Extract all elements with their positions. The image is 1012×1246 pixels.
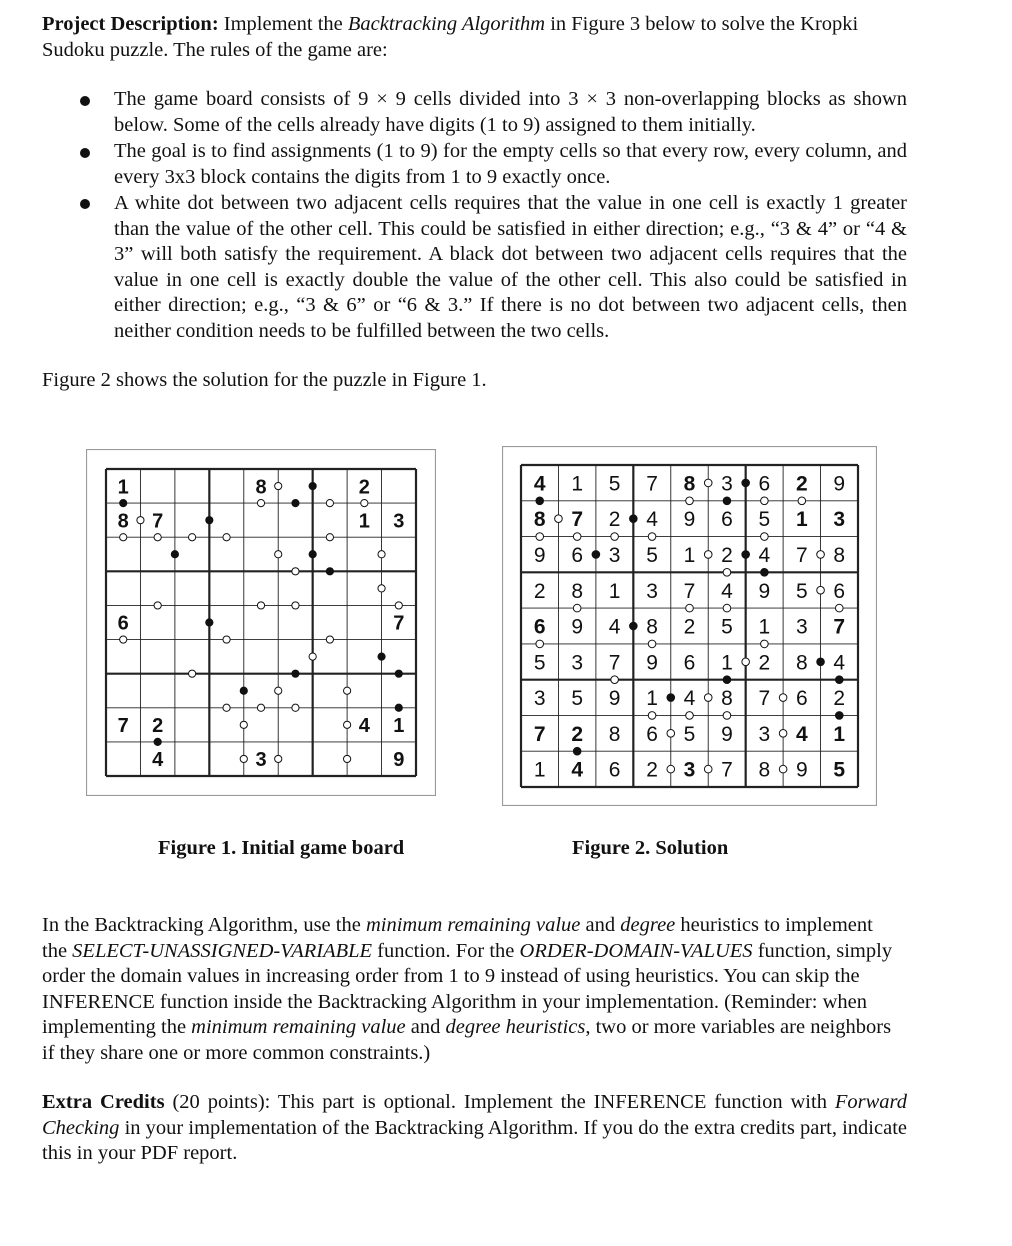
- fig1-white-dot: [275, 755, 282, 762]
- fig2-white-dot: [573, 533, 581, 541]
- fig2-cell-digit: 8: [571, 579, 584, 603]
- fig2-cell-digit: 2: [646, 758, 658, 782]
- fig1-cell-digit: 7: [152, 510, 164, 533]
- fig2-cell-digit: 1: [758, 615, 771, 639]
- fig2-cell-digit: 2: [571, 722, 584, 746]
- fig1-cell-digit: 4: [358, 715, 370, 738]
- fig2-cell-digit: 4: [571, 758, 584, 782]
- fig1-cell-digit: 1: [393, 715, 405, 738]
- fig1-white-dot: [120, 534, 127, 541]
- fig2-cell-digit: 7: [683, 579, 696, 603]
- fig2-cell-digit: 9: [833, 472, 846, 496]
- fig1-white-dot: [275, 687, 282, 694]
- fig1-cell-digit: 9: [393, 749, 405, 772]
- fig2-cell-digit: 1: [533, 758, 546, 782]
- fig2-cell-digit: 2: [683, 615, 696, 639]
- fig2-cell-digit: 1: [721, 651, 733, 675]
- fig2-white-dot: [761, 640, 769, 648]
- fig2-cell-digit: 3: [721, 472, 733, 496]
- fig2-cell-digit: 8: [758, 758, 771, 782]
- fig2-cell-digit: 8: [833, 544, 846, 568]
- fig2-cell-digit: 4: [833, 651, 846, 675]
- fig1-cell-digit: 4: [152, 749, 164, 772]
- fig2-cell-digit: 8: [683, 472, 696, 496]
- fig2-cell-digit: 5: [646, 544, 658, 568]
- fig1-black-dot: [395, 704, 402, 711]
- fig1-black-dot: [206, 517, 213, 524]
- fig1-black-dot: [171, 551, 178, 558]
- rule-3: A white dot between two adjacent cells requires that the value in one cell is exactly 1 greater than the value of the other cell. This could be satisfied in either direction; e.g., “3 & 4” or “4 & 3” will both satisfy the requirement. A black dot between two adjacent cells requires that the value in one cell is exactly double the value of the other cell. This also could be satisfied in either direction; e.g., “3 & 6” or “6 & 3.” If there is no dot between two adjacent cells, then neither condition needs to be fulfilled between the two cells.: [114, 192, 907, 342]
- fig2-cell-digit: 3: [608, 544, 621, 568]
- fig1-black-dot: [395, 670, 402, 677]
- fig2-cell-digit: 8: [795, 651, 808, 675]
- fig2-white-dot: [835, 604, 843, 612]
- fig2-cell-digit: 3: [533, 687, 546, 711]
- fig2-white-dot: [686, 497, 694, 505]
- fig2-cell-digit: 6: [833, 579, 846, 603]
- fig1-white-dot: [395, 602, 402, 609]
- fig2-cell-digit: 5: [571, 687, 584, 711]
- fig2-white-dot: [611, 676, 619, 684]
- fig2-white-dot: [723, 569, 731, 577]
- fig2-cell-digit: 1: [683, 544, 696, 568]
- fig2-cell-digit: 6: [758, 472, 771, 496]
- bullet-2: [80, 148, 90, 158]
- fig2-white-dot: [648, 533, 656, 541]
- fig1-white-dot: [361, 500, 368, 507]
- fig2-cell-digit: 6: [683, 651, 696, 675]
- fig2-cell-digit: 9: [571, 615, 584, 639]
- fig1-black-dot: [120, 500, 127, 507]
- fig2-black-dot: [723, 676, 731, 684]
- extra-credits-paragraph: Extra Credits (20 points): This part is optional. Implement the INFERENCE function with Forward Checking in your implementation of the Backtracking Algorithm. If you do the extra credits part, indicate this in your PDF report.: [42, 1091, 907, 1164]
- fig2-cell-digit: 3: [683, 758, 696, 782]
- fig1-white-dot: [292, 568, 299, 575]
- fig2-cell-digit: 1: [608, 579, 621, 603]
- fig1-white-dot: [257, 704, 264, 711]
- fig1-white-dot: [292, 602, 299, 609]
- fig1-white-dot: [223, 534, 230, 541]
- fig1-white-dot: [344, 755, 351, 762]
- fig1-cell-digit: 3: [393, 510, 405, 533]
- fig2-cell-digit: 5: [683, 722, 696, 746]
- fig2-cell-digit: 3: [571, 651, 584, 675]
- extra-credits-label: Extra Credits: [42, 1091, 165, 1113]
- fig2-cell-digit: 5: [721, 615, 733, 639]
- fig2-cell-digit: 1: [833, 722, 846, 746]
- fig2-white-dot: [667, 730, 675, 738]
- fig2-black-dot: [835, 676, 843, 684]
- fig2-white-dot: [667, 765, 675, 773]
- fig1-white-dot: [223, 636, 230, 643]
- fig2-cell-digit: 4: [646, 508, 658, 532]
- fig1-black-dot: [292, 670, 299, 677]
- fig2-cell-digit: 1: [795, 508, 808, 532]
- fig2-cell-digit: 4: [683, 687, 696, 711]
- fig2-cell-digit: 8: [646, 615, 658, 639]
- fig2-cell-digit: 6: [571, 544, 584, 568]
- fig2-white-dot: [779, 730, 787, 738]
- fig1-white-dot: [326, 534, 333, 541]
- fig2-cell-digit: 2: [608, 508, 621, 532]
- project-description: [42, 12, 922, 63]
- fig2-cell-digit: 7: [795, 544, 808, 568]
- fig2-cell-digit: 9: [646, 651, 658, 675]
- fig2-black-dot: [742, 479, 750, 487]
- fig1-white-dot: [240, 755, 247, 762]
- fig2-white-dot: [817, 551, 825, 559]
- fig2-cell-digit: 1: [646, 687, 658, 711]
- fig2-cell-digit: 6: [721, 508, 733, 532]
- fig2-white-dot: [779, 694, 787, 702]
- fig2-white-dot: [798, 497, 806, 505]
- backtracking-paragraph: In the Backtracking Algorithm, use the minimum remaining value and degree heuristics to implement the SELECT-UNASSIGNED-VARIABLE function. For the ORDER-DOMAIN-VALUES function, simply order the domain values in increasing order from 1 to 9 instead of using heuristics. You can skip the INFERENCE function inside the Backtracking Algorithm in your implementation. (Reminder: when implementing the minimum remaining value and degree heuristics, two or more variables are neighbors if they share one or more common constraints.): [42, 914, 893, 1064]
- fig1-white-dot: [189, 534, 196, 541]
- fig1-white-dot: [189, 670, 196, 677]
- fig2-cell-digit: 2: [721, 544, 733, 568]
- fig2-white-dot: [536, 533, 544, 541]
- fig2-cell-digit: 5: [608, 472, 621, 496]
- fig2-black-dot: [630, 622, 638, 630]
- fig2-cell-digit: 9: [608, 687, 621, 711]
- fig2-black-dot: [573, 747, 581, 755]
- fig2-cell-digit: 8: [608, 722, 621, 746]
- intro-algorithm: Backtracking Algorithm: [347, 13, 546, 35]
- fig1-white-dot: [154, 534, 161, 541]
- fig1-white-dot: [326, 500, 333, 507]
- fig2-cell-digit: 4: [533, 472, 546, 496]
- fig2-cell-digit: 7: [571, 508, 584, 532]
- fig2-cell-digit: 9: [758, 579, 771, 603]
- fig1-white-dot: [154, 602, 161, 609]
- fig2-white-dot: [686, 604, 694, 612]
- fig1-black-dot: [326, 568, 333, 575]
- fig2-cell-digit: 2: [533, 579, 546, 603]
- fig2-black-dot: [667, 694, 675, 702]
- fig2-cell-digit: 7: [833, 615, 846, 639]
- fig2-white-dot: [686, 712, 694, 720]
- rule-2: The goal is to find assignments (1 to 9) for the empty cells so that every row, every column, and every 3x3 block contains the digits from 1 to 9 exactly once.: [114, 140, 907, 188]
- fig2-black-dot: [630, 515, 638, 523]
- fig2-cell-digit: 9: [683, 508, 696, 532]
- fig2-cell-digit: 3: [758, 722, 771, 746]
- fig1-white-dot: [275, 551, 282, 558]
- fig2-cell-digit: 3: [795, 615, 808, 639]
- fig2-cell-digit: 7: [721, 758, 733, 782]
- fig2-white-dot: [761, 497, 769, 505]
- fig1-cell-digit: 2: [152, 715, 164, 738]
- fig2-black-dot: [817, 658, 825, 666]
- fig1-cell-digit: 7: [117, 715, 129, 738]
- fig2-white-dot: [573, 604, 581, 612]
- figure1-board: [86, 449, 436, 796]
- fig1-white-dot: [378, 551, 385, 558]
- bullet-3: [80, 199, 90, 209]
- fig2-cell-digit: 5: [795, 579, 808, 603]
- fig2-cell-digit: 8: [533, 508, 546, 532]
- fig1-black-dot: [240, 687, 247, 694]
- fig2-black-dot: [536, 497, 544, 505]
- fig1-black-dot: [292, 500, 299, 507]
- fig2-white-dot: [723, 712, 731, 720]
- fig1-white-dot: [275, 482, 282, 489]
- fig2-white-dot: [817, 586, 825, 594]
- fig2-black-dot: [592, 551, 600, 559]
- fig2-white-dot: [704, 551, 712, 559]
- fig1-white-dot: [344, 687, 351, 694]
- fig2-cell-digit: 4: [608, 615, 621, 639]
- fig2-cell-digit: 1: [571, 472, 584, 496]
- figure-intro: Figure 2 shows the solution for the puzzle in Figure 1.: [42, 369, 487, 391]
- fig2-cell-digit: 3: [646, 579, 658, 603]
- fig2-white-dot: [704, 479, 712, 487]
- project-heading: Project Description:: [42, 13, 219, 35]
- intro-text-1: Implement the: [218, 13, 348, 35]
- fig2-cell-digit: 4: [795, 722, 808, 746]
- fig2-cell-digit: 9: [533, 544, 546, 568]
- figure2-board: [502, 446, 877, 806]
- fig2-cell-digit: 2: [758, 651, 771, 675]
- fig2-cell-digit: 5: [533, 651, 546, 675]
- fig2-cell-digit: 5: [833, 758, 846, 782]
- fig1-white-dot: [240, 721, 247, 728]
- fig2-cell-digit: 7: [533, 722, 546, 746]
- fig2-white-dot: [761, 533, 769, 541]
- fig1-white-dot: [257, 602, 264, 609]
- fig2-cell-digit: 2: [833, 687, 846, 711]
- fig1-cell-digit: 6: [117, 612, 129, 635]
- fig1-white-dot: [378, 585, 385, 592]
- fig2-cell-digit: 9: [721, 722, 733, 746]
- fig2-black-dot: [835, 712, 843, 720]
- fig2-cell-digit: 7: [608, 651, 621, 675]
- intro-text-2: in Figure 3 below to solve the Kropki Sudoku puzzle. The rules of the game are:: [42, 13, 859, 61]
- fig2-cell-digit: 7: [758, 687, 771, 711]
- fig1-black-dot: [154, 738, 161, 745]
- fig1-cell-digit: 8: [255, 476, 267, 499]
- fig2-cell-digit: 6: [608, 758, 621, 782]
- fig2-white-dot: [704, 694, 712, 702]
- fig1-white-dot: [309, 653, 316, 660]
- fig1-white-dot: [120, 636, 127, 643]
- fig1-white-dot: [344, 721, 351, 728]
- fig1-white-dot: [223, 704, 230, 711]
- fig2-black-dot: [723, 497, 731, 505]
- fig2-cell-digit: 6: [646, 722, 658, 746]
- fig2-white-dot: [779, 765, 787, 773]
- fig2-black-dot: [742, 551, 750, 559]
- fig1-black-dot: [378, 653, 385, 660]
- fig2-cell-digit: 3: [833, 508, 846, 532]
- fig2-white-dot: [742, 658, 750, 666]
- fig1-cell-digit: 1: [117, 476, 129, 499]
- fig2-cell-digit: 9: [795, 758, 808, 782]
- fig1-white-dot: [137, 517, 144, 524]
- fig2-cell-digit: 2: [795, 472, 808, 496]
- fig2-white-dot: [611, 533, 619, 541]
- fig2-cell-digit: 5: [758, 508, 771, 532]
- fig1-cell-digit: 2: [358, 476, 370, 499]
- fig1-black-dot: [309, 551, 316, 558]
- fig1-white-dot: [326, 636, 333, 643]
- fig1-black-dot: [206, 619, 213, 626]
- fig1-cell-digit: 3: [255, 749, 267, 772]
- figure2-caption: Figure 2. Solution: [572, 837, 729, 859]
- fig1-cell-digit: 8: [117, 510, 129, 533]
- fig2-white-dot: [536, 640, 544, 648]
- fig1-cell-digit: 1: [358, 510, 370, 533]
- fig2-white-dot: [555, 515, 563, 523]
- fig1-white-dot: [257, 500, 264, 507]
- fig2-white-dot: [648, 712, 656, 720]
- fig1-black-dot: [309, 482, 316, 489]
- fig2-cell-digit: 7: [646, 472, 658, 496]
- fig2-cell-digit: 6: [795, 687, 808, 711]
- fig1-white-dot: [292, 704, 299, 711]
- fig2-cell-digit: 4: [721, 579, 733, 603]
- rule-1: The game board consists of 9 × 9 cells divided into 3 × 3 non-overlapping blocks as shown below. Some of the cells already have digits (1 to 9) assigned to them initially.: [114, 88, 907, 136]
- figure1-caption: Figure 1. Initial game board: [158, 837, 405, 859]
- fig2-white-dot: [648, 640, 656, 648]
- fig1-cell-digit: 7: [393, 612, 405, 635]
- fig2-cell-digit: 8: [721, 687, 733, 711]
- fig2-cell-digit: 6: [533, 615, 546, 639]
- bullet-1: [80, 96, 90, 106]
- fig2-black-dot: [761, 569, 769, 577]
- fig2-cell-digit: 4: [758, 544, 771, 568]
- fig2-white-dot: [704, 765, 712, 773]
- fig2-white-dot: [723, 604, 731, 612]
